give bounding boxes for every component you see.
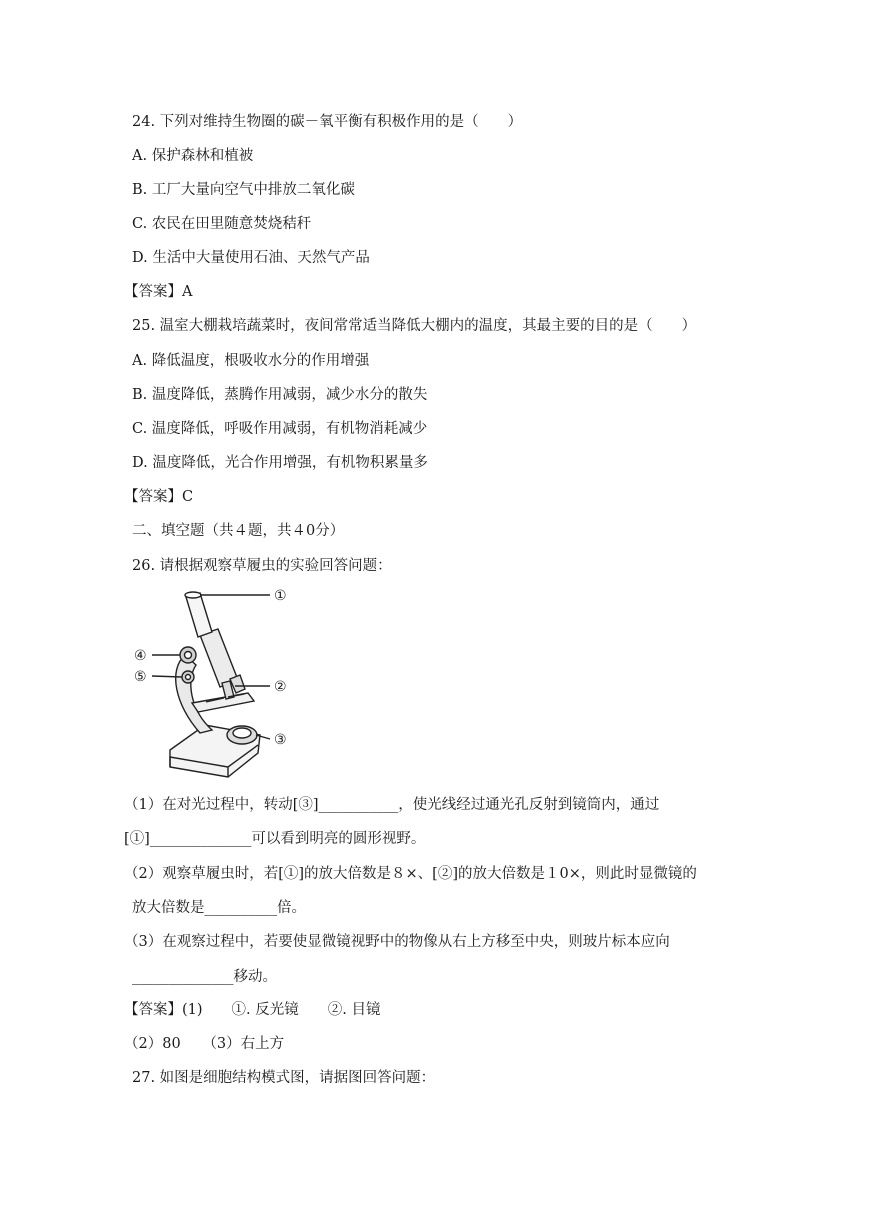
q27-stem: 27. 如图是细胞结构模式图，请据图回答问题： (132, 1070, 436, 1086)
q26-answer-line2: （2）80 （3）右上方 (124, 1036, 285, 1052)
q25-option-a: A. 降低温度，根吸收水分的作用增强 (132, 353, 370, 369)
q24-answer: 【答案】A (124, 284, 193, 300)
microscope-arm (176, 655, 212, 733)
q25-answer: 【答案】C (124, 489, 194, 505)
label-3: ③ (274, 732, 287, 748)
q24-option-c: C. 农民在田里随意焚烧秸秆 (132, 216, 312, 232)
label-2: ② (274, 679, 287, 695)
microscope-stage (192, 693, 254, 712)
q25-option-c: C. 温度降低，呼吸作用减弱，有机物消耗减少 (132, 421, 428, 437)
q26-sub2-line1: （2）观察草履虫时，若[①]的放大倍数是８×、[②]的放大倍数是１0×，则此时显微镜的 (124, 866, 697, 882)
q26-sub1-line2: [①]______________可以看到明亮的圆形视野。 (124, 831, 426, 847)
q25-option-d: D. 温度降低，光合作用增强，有机物积累量多 (132, 455, 428, 471)
q25-option-b: B. 温度降低，蒸腾作用减弱，减少水分的散失 (132, 387, 428, 403)
microscope-eyepiece (186, 593, 212, 637)
microscope-figure (130, 585, 300, 785)
section-heading: 二、填空题（共４题，共４0分） (132, 523, 345, 539)
q24-option-d: D. 生活中大量使用石油、天然气产品 (132, 250, 370, 266)
q26-stem: 26. 请根据观察草履虫的实验回答问题： (132, 558, 392, 574)
q24-stem: 24. 下列对维持生物圈的碳－氧平衡有积极作用的是（ ） (132, 114, 523, 130)
q24-option-b: B. 工厂大量向空气中排放二氧化碳 (132, 182, 355, 198)
label-4: ④ (134, 648, 147, 664)
q25-stem: 25. 温室大棚栽培蔬菜时，夜间常常适当降低大棚内的温度，其最主要的目的是（ ） (132, 318, 697, 334)
label-1: ① (274, 588, 287, 604)
q26-sub3-line1: （3）在观察过程中，若要使显微镜视野中的物像从右上方移至中央，则玻片标本应向 (124, 934, 670, 950)
q26-sub3-line2: ______________移动。 (132, 969, 277, 985)
label-5: ⑤ (134, 669, 147, 685)
q26-sub1-line1: （1）在对光过程中，转动[③]___________，使光线经过通光孔反射到镜筒内，通过 (124, 797, 660, 813)
q26-sub2-line2: 放大倍数是__________倍。 (132, 900, 306, 916)
q24-option-a: A. 保护森林和植被 (132, 148, 254, 164)
q26-answer-line1: 【答案】(1) ①. 反光镜 ②. 目镜 (124, 1002, 381, 1018)
